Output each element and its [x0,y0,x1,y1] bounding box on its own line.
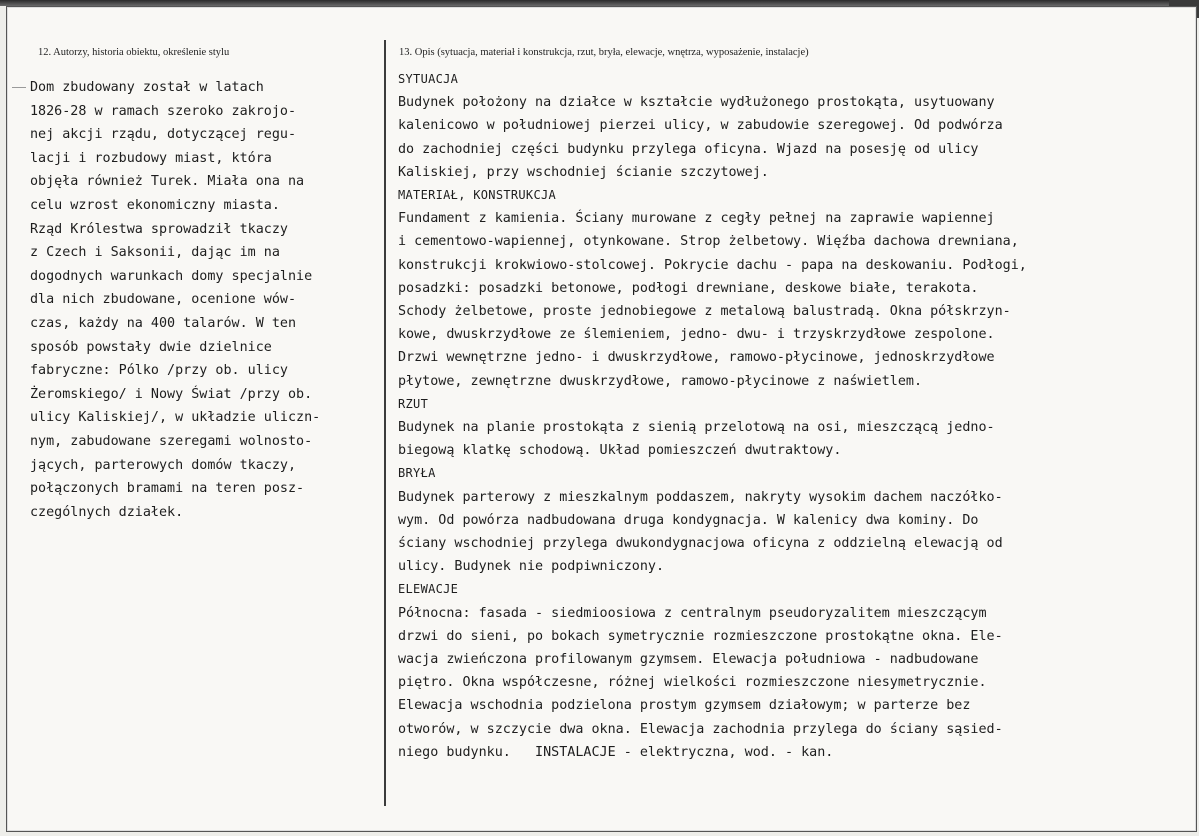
description-line: i cementowo-wapiennej, otynkowane. Strop żelbetowy. Więźba dachowa drewniana, [398,234,1019,250]
description-line: do zachodniej części budynku przylega oficyna. Wjazd na posesję od ulicy [398,141,979,157]
section-heading: ELEWACJE [398,582,459,597]
description-line: kowe, dwuskrzydłowe ze ślemieniem, jedno- dwu- i trzyskrzydłowe zespolone. [398,327,995,343]
section-heading: RZUT [398,396,429,411]
history-line: połączonych bramami na teren posz- [30,481,305,497]
description-line: ulicy. Budynek nie podpiwniczony. [398,559,665,575]
history-line: sposób powstały dwie dzielnice [30,339,272,355]
margin-mark [12,87,26,88]
description-text [398,68,1027,764]
history-line: Żeromskiego/ i Nowy Świat /przy ob. [30,386,313,402]
history-line: 1826-28 w ramach szeroko zakrojo- [30,103,297,119]
description-line: konstrukcji krokwiowo-stolcowej. Pokrycie dachu - papa na deskowaniu. Podłogi, [398,257,1027,273]
history-line: fabryczne: Pólko /przy ob. ulicy [30,363,288,379]
history-line: nej akcji rządu, dotyczącej regu- [30,127,297,143]
history-line: objęła również Turek. Miała ona na [30,174,305,190]
description-line: wym. Od powórza nadbudowana druga kondygnacja. W kalenicy dwa kominy. Do [398,512,979,528]
description-line: Budynek na planie prostokąta z sienią przelotową na osi, mieszczącą jedno- [398,420,995,436]
history-line: celu wzrost ekonomiczny miasta. [30,197,280,213]
description-line: Schody żelbetowe, proste jednobiegowe z metalową balustradą. Okna półskrzyn- [398,304,1011,320]
description-line: płytowe, zewnętrzne dwuskrzydłowe, ramowo-płycinowe z naświetlem. [398,373,923,389]
description-line: Elewacja wschodnia podzielona prostym gzymsem działowym; w parterze bez [398,698,971,714]
section-heading: MATERIAŁ, KONSTRUKCJA [398,188,557,203]
description-line: niego budynku. INSTALACJE - elektryczna, wod. - kan. [398,744,834,760]
description-line: piętro. Okna współczesne, różnej wielkości rozmieszczone niesymetrycznie. [398,675,987,691]
section-heading: SYTUACJA [398,72,459,86]
description-line: wacja zwieńczona profilowanym gzymsem. Elewacja południowa - nadbudowane [398,652,979,668]
history-line: nym, zabudowane szeregami wolnosto- [30,433,313,449]
history-text [30,76,320,524]
history-line: ulicy Kaliskiej/, w układzie uliczn- [30,410,321,426]
description-line: Budynek położony na działce w kształcie wydłużonego prostokąta, usytuowany [398,95,995,111]
history-line: jących, parterowych domów tkaczy, [30,457,297,473]
description-line: Drzwi wewnętrzne jedno- i dwuskrzydłowe, ramowo-płycinowe, jednoskrzydłowe [398,350,995,366]
description-line: Fundament z kamienia. Ściany murowane z cegły pełnej na zaprawie wapiennej [398,211,995,227]
description-line: drzwi do sieni, po bokach symetrycznie rozmieszczone prostokątne okna. Ele- [398,628,1003,644]
history-line: z Czech i Saksonii, dając im na [30,245,280,261]
column-divider [384,40,386,806]
description-line: Budynek parterowy z mieszkalnym poddaszem, nakryty wysokim dachem naczółko- [398,489,1003,505]
left-column-header: 12. Autorzy, historia obiektu, określenie stylu [38,47,230,58]
description-line: Kaliskiej, przy wschodniej ścianie szczytowej. [398,164,769,180]
history-line: czas, każdy na 400 talarów. W ten [30,315,297,331]
history-line: Dom zbudowany został w latach [30,80,264,95]
history-line: czególnych działek. [30,504,184,520]
section-heading: BRYŁA [398,466,436,481]
description-line: Północna: fasada - siedmioosiowa z centralnym pseudoryzalitem mieszczącym [398,605,987,621]
history-line: Rząd Królestwa sprowadził tkaczy [30,221,288,237]
description-line: otworów, w szczycie dwa okna. Elewacja zachodnia przylega do ściany sąsied- [398,721,1003,737]
description-line: kalenicowo w południowej pierzei ulicy, w zabudowie szeregowej. Od podwórza [398,118,1003,134]
description-line: posadzki: posadzki betonowe, podłogi drewniane, deskowe białe, terakota. [398,280,979,296]
description-line: biegową klatkę schodową. Układ pomieszczeń dwutraktowy. [398,443,842,459]
history-line: dla nich zbudowane, ocenione wów- [30,292,297,308]
history-line: lacji i rozbudowy miast, która [30,150,272,166]
description-line: ściany wschodniej przylega dwukondygnacjowa oficyna z oddzielną elewacją od [398,536,1003,552]
history-line: dogodnych warunkach domy specjalnie [30,268,313,284]
right-column-header: 13. Opis (sytuacja, materiał i konstrukcja, rzut, bryła, elewacje, wnętrza, wyposażenie, instalacje) [399,47,809,58]
